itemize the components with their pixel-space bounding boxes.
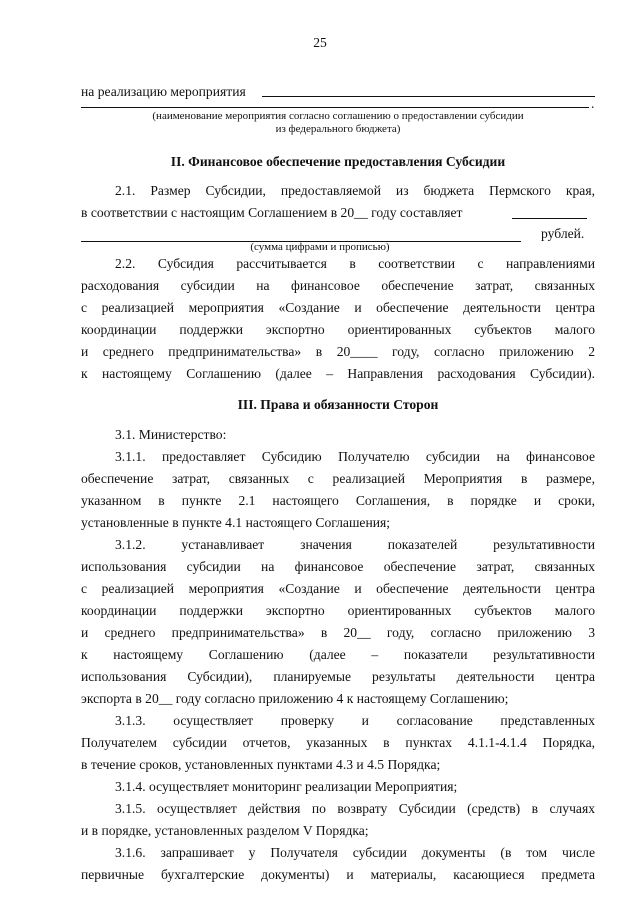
p22-line-4: координации поддержки экспортно ориентированных субъектов малого [81, 322, 595, 337]
p22-line-3: с реализацией мероприятия «Создание и обеспечение деятельности центра [81, 300, 595, 315]
header-line-text: на реализацию мероприятия [81, 84, 246, 99]
p21-rub: рублей. [541, 226, 585, 241]
p312-line-4: координации поддержки экспортно ориентированных субъектов малого [81, 603, 595, 618]
p21-line-2: в соответствии с настоящим Соглашением в 20__ году составляет [81, 205, 463, 220]
p21-line-1: 2.1. Размер Субсидии, предоставляемой из бюджета Пермского края, [115, 183, 595, 198]
header-dot: . [591, 96, 595, 111]
section3-title: III. Права и обязанности Сторон [237, 397, 439, 412]
p312-line-5: и среднего предпринимательства» в 20__ году, согласно приложению 3 [81, 625, 595, 640]
p313-line-3: в течение сроков, установленных пунктами 4.3 и 4.5 Порядка; [81, 757, 441, 772]
p315-line-1: 3.1.5. осуществляет действия по возврату Субсидии (средств) в случаях [115, 801, 595, 816]
p316-line-2: первичные бухгалтерские документы) и материалы, касающиеся предмета [81, 867, 595, 882]
p31-title: 3.1. Министерство: [115, 427, 227, 442]
p312-line-6: к настоящему Соглашению (далее – показатели результативности [81, 647, 595, 662]
p311-line-2: обеспечение затрат, связанных с реализацией Мероприятия в размере, [81, 471, 595, 486]
p311-line-3: указанном в пункте 2.1 настоящего Соглашения, в порядке и сроки, [81, 493, 595, 508]
p313-line-2: Получателем субсидии отчетов, указанных в пунктах 4.1.1-4.1.4 Порядка, [81, 735, 595, 750]
p312-line-7: использования Субсидии), планируемые результаты деятельности центра [81, 669, 595, 684]
p313-line-1: 3.1.3. осуществляет проверку и согласование представленных [115, 713, 595, 728]
page-number: 25 [313, 35, 327, 50]
p316-line-1: 3.1.6. запрашивает у Получателя субсидии документы (в том числе [115, 845, 595, 860]
section2-title: II. Финансовое обеспечение предоставления Субсидии [170, 154, 506, 169]
p21-note: (сумма цифрами и прописью) [250, 241, 390, 253]
note-line-1: (наименование мероприятия согласно соглашению о предоставлении субсидии [152, 110, 524, 122]
p311-line-1: 3.1.1. предоставляет Субсидию Получателю субсидии на финансовое [115, 449, 595, 464]
p315-line-2: и в порядке, установленных разделом V Порядка; [81, 823, 369, 838]
p314-line: 3.1.4. осуществляет мониторинг реализации Мероприятия; [115, 779, 458, 794]
p312-line-3: с реализацией мероприятия «Создание и обеспечение деятельности центра [81, 581, 595, 596]
p22-line-1: 2.2. Субсидия рассчитывается в соответствии с направлениями [115, 256, 595, 271]
p22-line-2: расходования субсидии на финансовое обеспечение затрат, связанных [81, 278, 595, 293]
note-line-2: из федерального бюджета) [275, 123, 401, 135]
p21-amount-blank [512, 218, 587, 219]
p22-line-6: к настоящему Соглашению (далее – Направления расходования Субсидии). [81, 366, 595, 381]
p311-line-4: установленные в пункте 4.1 настоящего Соглашения; [81, 515, 391, 530]
p312-line-1: 3.1.2. устанавливает значения показателей результативности [115, 537, 595, 552]
p312-line-2: использования субсидии на финансовое обеспечение затрат, связанных [81, 559, 595, 574]
p312-line-8: экспорта в 20__ году согласно приложению 4 к настоящему Соглашению; [81, 691, 509, 706]
p22-line-5: и среднего предпринимательства» в 20____ году, согласно приложению 2 [81, 344, 595, 359]
header-blank-2 [81, 107, 589, 108]
header-blank [262, 96, 595, 97]
